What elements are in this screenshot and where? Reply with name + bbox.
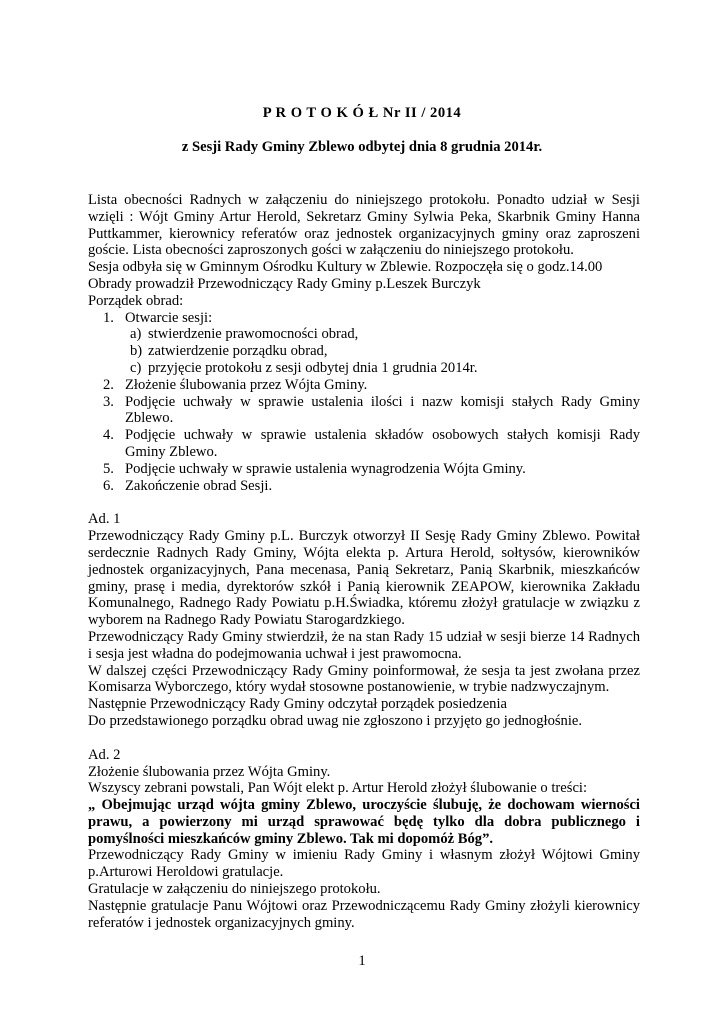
agenda-item xyxy=(88,377,640,394)
agenda-subitem xyxy=(88,343,640,360)
agenda-item xyxy=(88,461,640,478)
ad1-heading: Ad. 1 xyxy=(88,511,121,528)
agenda-item-text: Podjęcie uchwały w sprawie ustalenia wynagrodzenia Wójta Gminy. xyxy=(125,460,526,477)
ad1-opening-paragraph: Przewodniczący Rady Gminy p.L. Burczyk otworzył II Sesję Rady Gminy Zblewo. Powitał serdecznie Radnych Rady Gminy, Wójta elekta p. Artura Herold, sołtysów, kierowników jednostek organizacyjnych, Pana mecenasa, Panią Sekretarz, Panią Skarbnik, mieszkańców gminy, prasę i media, dyrektorów szkół i Panią kierownik ZEAPOW, kierownika Zakładu Komunalnego, Radnego Rady Powiatu p.H.Świadka, któremu złożył gratulacje w związku z wyborem na Radnego Rady Powiatu Starogardzkiego. xyxy=(88,528,640,629)
chair-line: Obrady prowadził Przewodniczący Rady Gminy p.Leszek Burczyk xyxy=(88,275,481,292)
agenda-item-text: Otwarcie sesji: xyxy=(125,309,213,326)
agenda-item-number: 6. xyxy=(103,477,114,494)
agenda-item-text: Zakończenie obrad Sesji. xyxy=(125,477,273,494)
agenda-item-number: 5. xyxy=(103,460,114,477)
ad2-further-congratulations-paragraph: Następnie gratulacje Panu Wójtowi oraz Przewodniczącemu Rady Gminy złożyli kierownicy referatów i jednostek organizacyjnych gminy. xyxy=(88,897,640,931)
agenda-subitem-text: stwierdzenie prawomocności obrad, xyxy=(148,326,359,343)
document-body xyxy=(88,192,640,931)
agenda-item xyxy=(88,478,640,495)
agenda-item xyxy=(88,310,640,327)
agenda-item xyxy=(88,394,640,428)
agenda-item-number: 2. xyxy=(103,376,114,393)
ad2-topic-line: Złożenie ślubowania przez Wójta Gminy. xyxy=(88,763,331,780)
agenda-subitem xyxy=(88,326,640,343)
ad2-oath-intro-line: Wszyscy zebrani powstali, Pan Wójt elekt p. Artur Herold złożył ślubowanie o treści: xyxy=(88,780,588,797)
oath-text: „ Obejmując urząd wójta gminy Zblewo, uroczyście ślubuję, że dochowam wierności prawu, a powierzony mi urząd sprawować będę tylko dla dobra publicznego i pomyślności mieszkańców gminy Zblewo. Tak mi dopomóż Bóg”. xyxy=(88,797,640,847)
ad1-quorum-paragraph: Przewodniczący Rady Gminy stwierdził, że na stan Rady 15 udział w sesji bierze 14 Radnych i sesja jest władna do podejmowania uchwał i jest prawomocna. xyxy=(88,628,640,662)
ad1-agenda-approved-line: Do przedstawionego porządku obrad uwag nie zgłoszono i przyjęto go jednogłośnie. xyxy=(88,712,583,729)
ad2-heading: Ad. 2 xyxy=(88,746,121,763)
venue-line: Sesja odbyła się w Gminnym Ośrodku Kultury w Zblewie. Rozpoczęła się o godz.14.00 xyxy=(88,259,603,276)
agenda-subitem-letter: a) xyxy=(130,326,142,343)
agenda-item-text: Podjęcie uchwały w sprawie ustalenia ilości i nazw komisji stałych Rady Gminy Zblewo. xyxy=(125,393,640,427)
protocol-title: P R O T O K Ó Ł Nr II / 2014 xyxy=(262,105,462,121)
agenda-subitem-letter: c) xyxy=(130,359,142,376)
ad2-attachment-line: Gratulacje w załączeniu do niniejszego protokołu. xyxy=(88,881,381,898)
agenda-item xyxy=(88,427,640,461)
protocol-subtitle: z Sesji Rady Gminy Zblewo odbytej dnia 8 grudnia 2014r. xyxy=(181,139,543,155)
page-number: 1 xyxy=(358,953,366,969)
agenda-item-number: 3. xyxy=(103,393,114,410)
agenda-item-text: Podjęcie uchwały w sprawie ustalenia składów osobowych stałych komisji Rady Gminy Zblewo. xyxy=(125,427,640,460)
ad2-congratulations-paragraph: Przewodniczący Rady Gminy w imieniu Rady Gminy i własnym złożył Wójtowi Gminy p.Arturowi Heroldowi gratulacje. xyxy=(88,847,640,881)
ad1-agenda-read-line: Następnie Przewodniczący Rady Gminy odczytał porządek posiedzenia xyxy=(88,696,508,713)
agenda-item-number: 4. xyxy=(103,427,114,444)
agenda-item-text: Złożenie ślubowania przez Wójta Gminy. xyxy=(125,376,368,393)
agenda-subitem-text: zatwierdzenie porządku obrad, xyxy=(148,343,328,360)
agenda-subitem-text: przyjęcie protokołu z sesji odbytej dnia 1 grudnia 2014r. xyxy=(148,359,478,376)
agenda-subitem-letter: b) xyxy=(130,343,143,360)
agenda-subitem xyxy=(88,360,640,377)
agenda-list xyxy=(88,310,640,495)
agenda-label: Porządek obrad: xyxy=(88,292,184,309)
attendance-paragraph: Lista obecności Radnych w załączeniu do niniejszego protokołu. Ponadto udział w Sesji wzięli : Wójt Gminy Artur Herold, Sekretarz Gminy Sylwia Peka, Skarbnik Gminy Hanna Puttkammer, kierownicy referatów oraz jednostek organizacyjnych gminy oraz zaproszeni goście. Lista obecności zaproszonych gości w załączeniu do niniejszego protokołu. xyxy=(88,192,640,259)
agenda-item-number: 1. xyxy=(103,309,114,326)
ad1-convening-paragraph: W dalszej części Przewodniczący Rady Gminy poinformował, że sesja ta jest zwołana przez Komisarza Wyborczego, który wydał stosowne postanowienie, w trybie nadzwyczajnym. xyxy=(88,662,640,696)
